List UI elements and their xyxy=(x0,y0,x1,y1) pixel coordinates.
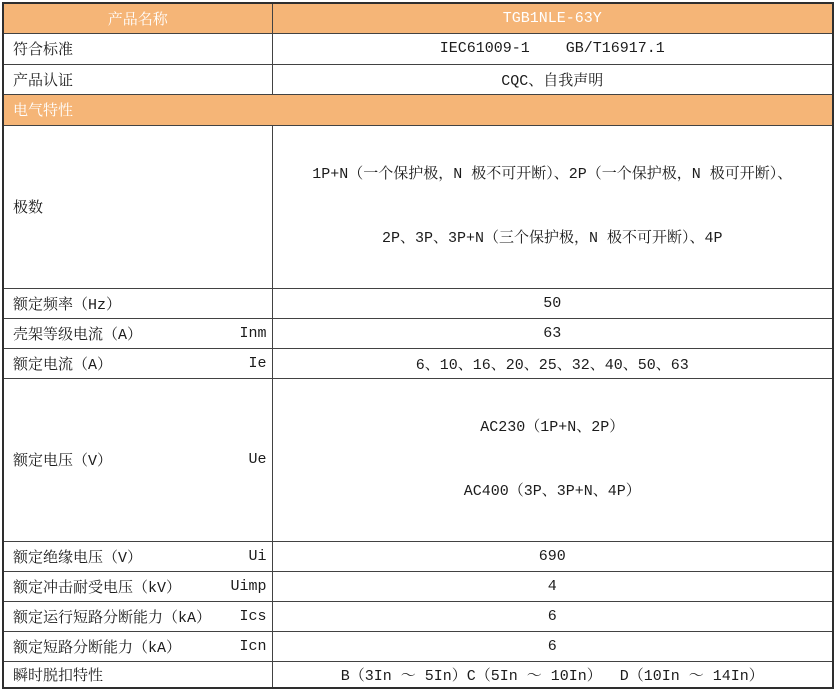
value-line: 1P+N（一个保护极，N 极不可开断）、2P（一个保护极，N 极可开断）、 xyxy=(312,165,793,183)
certification-value: CQC、自我声明 xyxy=(272,64,833,94)
breaking-capacity-value: 6 xyxy=(272,631,833,661)
value-line: 2P、3P、3P+N（三个保护极，N 极不可开断）、4P xyxy=(381,229,723,247)
table-row-standards xyxy=(3,33,833,64)
poles-label-cell xyxy=(3,125,272,288)
row-symbol: Uimp xyxy=(230,577,267,595)
insulation-voltage-label-cell xyxy=(3,541,272,571)
row-label: 额定频率（Hz） xyxy=(13,296,122,314)
table-row-rated-voltage xyxy=(3,378,833,541)
table-row-impulse-voltage xyxy=(3,571,833,601)
impulse-voltage-value: 4 xyxy=(272,571,833,601)
table-row-rated-current xyxy=(3,348,833,378)
row-label: 额定短路分断能力（kA） xyxy=(13,639,182,657)
rated-frequency-value: 50 xyxy=(272,288,833,318)
service-breaking-label-cell xyxy=(3,601,272,631)
tripping-label-cell xyxy=(3,661,272,688)
row-label: 额定冲击耐受电压（kV） xyxy=(13,579,182,597)
table-row-insulation-voltage xyxy=(3,541,833,571)
service-breaking-value: 6 xyxy=(272,601,833,631)
tripping-value: B（3In ～ 5In）C（5In ～ 10In） D（10In ～ 14In） xyxy=(272,661,833,688)
rated-current-label-cell xyxy=(3,348,272,378)
row-label: 额定运行短路分断能力（kA） xyxy=(13,609,212,627)
impulse-voltage-label-cell xyxy=(3,571,272,601)
table-row-poles xyxy=(3,125,833,288)
value-line: AC230（1P+N、2P） xyxy=(480,418,625,436)
table-row-product-name xyxy=(3,3,833,33)
table-row-service-breaking-capacity xyxy=(3,601,833,631)
row-label: 额定绝缘电压（V） xyxy=(13,549,143,567)
insulation-voltage-value: 690 xyxy=(272,541,833,571)
row-label: 额定电流（A） xyxy=(13,356,113,374)
rated-current-value: 6、10、16、20、25、32、40、50、63 xyxy=(272,348,833,378)
value-line: AC400（3P、3P+N、4P） xyxy=(463,482,641,500)
table-row-breaking-capacity xyxy=(3,631,833,661)
row-symbol: Ue xyxy=(248,451,267,468)
rated-frequency-label-cell xyxy=(3,288,272,318)
product-name-header-label: 产品名称 xyxy=(3,3,272,33)
row-symbol: Ie xyxy=(248,354,267,372)
row-label: 极数 xyxy=(13,200,44,217)
table-row-frame-current xyxy=(3,318,833,348)
row-symbol: Icn xyxy=(239,637,267,655)
rated-voltage-value-cell xyxy=(272,378,833,541)
row-label: 瞬时脱扣特性 xyxy=(13,667,104,685)
row-label: 额定电压（V） xyxy=(13,453,113,470)
product-spec-table xyxy=(2,2,834,689)
poles-value-cell xyxy=(272,125,833,288)
certification-label: 产品认证 xyxy=(3,64,272,94)
table-row-tripping-characteristic xyxy=(3,661,833,688)
row-symbol: Inm xyxy=(239,324,267,342)
table-row-rated-frequency xyxy=(3,288,833,318)
table-row-certification xyxy=(3,64,833,94)
product-name-header-value: TGB1NLE-63Y xyxy=(272,3,833,33)
row-label: 壳架等级电流（A） xyxy=(13,326,143,344)
table-row-section-header xyxy=(3,94,833,125)
standards-value: IEC61009-1 GB/T16917.1 xyxy=(272,33,833,64)
rated-voltage-label-cell xyxy=(3,378,272,541)
breaking-capacity-label-cell xyxy=(3,631,272,661)
section-title: 电气特性 xyxy=(3,94,833,125)
frame-current-value: 63 xyxy=(272,318,833,348)
frame-current-label-cell xyxy=(3,318,272,348)
standards-label: 符合标准 xyxy=(3,33,272,64)
row-symbol: Ui xyxy=(248,547,267,565)
row-symbol: Ics xyxy=(239,607,267,625)
